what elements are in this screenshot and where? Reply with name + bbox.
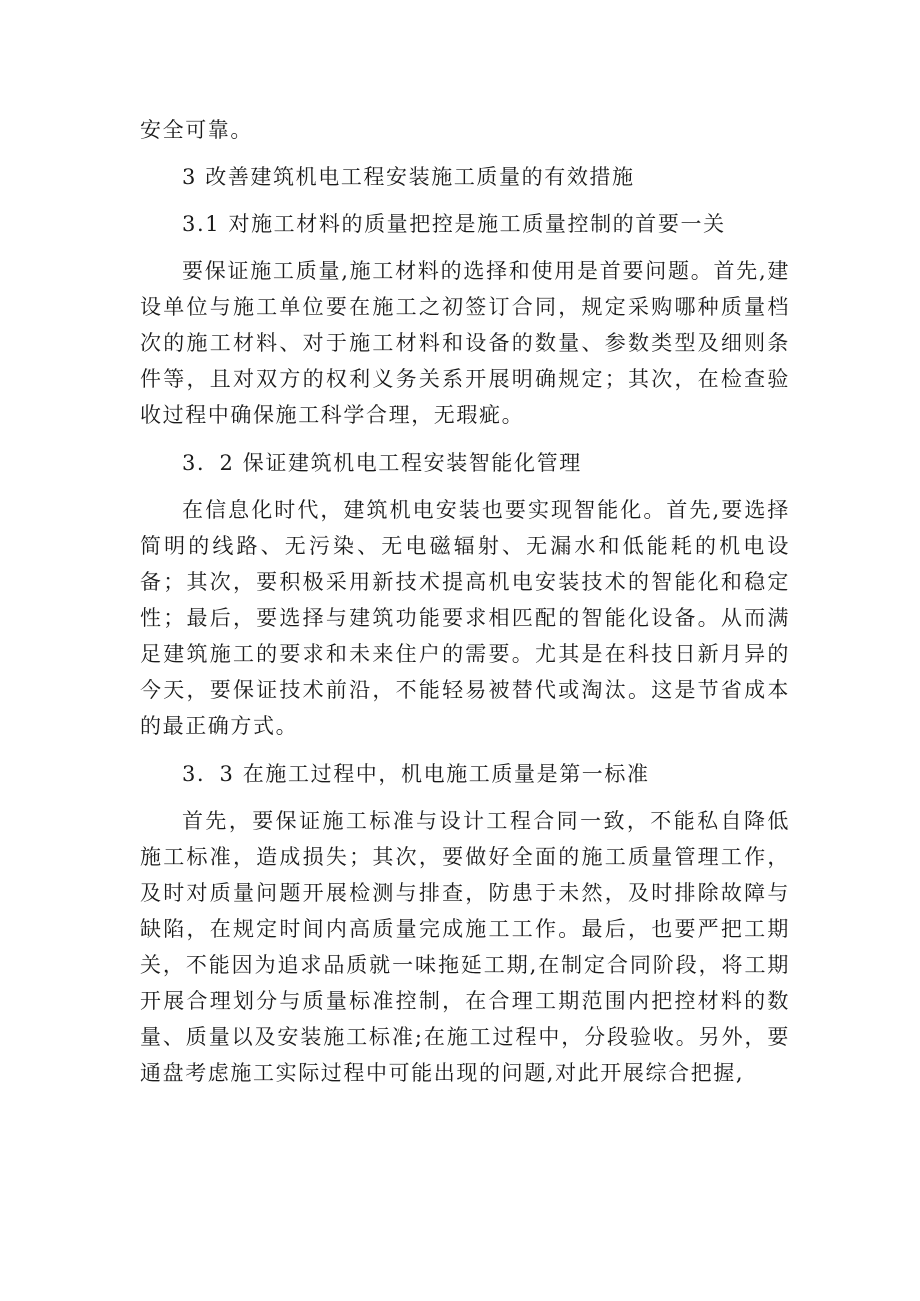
section-3-1-heading: 3.1 对施工材料的质量把控是施工质量控制的首要一关 (182, 212, 726, 236)
spacer (140, 195, 790, 206)
continuation-text: 安全可靠。 (140, 118, 253, 142)
section-3-2-body: 在信息化时代，建筑机电安装也要实现智能化。首先,要选择简明的线路、无污染、无电磁辐射、无漏水和低能耗的机电设备；其次，要积极采用新技术提高机电安装技术的智能化和稳定性；最后，要选择与建筑功能要求相匹配的智能化设备。从而满足建筑施工的要求和未来住户的需要。尤其是在科技日新月异的今天，要保证技术前沿，不能轻易被替代或淘汰。这是节省成本的最正确方式。 (140, 498, 790, 738)
section-3-3-body: 首先，要保证施工标准与设计工程合同一致，不能私自降低施工标准，造成损失；其次，要做好全面的施工质量管理工作，及时对质量问题开展检测与排查，防患于未然，及时排除故障与缺陷，在规定时间内高质量完成施工工作。最后，也要严把工期关，不能因为追求品质就一味拖延工期,在制定合同阶段，将工期开展合理划分与质量标准控制，在合理工期范围内把控材料的数量、质量以及安装施工标准;在施工过程中，分段验收。另外，要通盘考虑施工实际过程中可能出现的问题,对此开展综合把握, (140, 809, 790, 1085)
section-3-1-body: 要保证施工质量,施工材料的选择和使用是首要问题。首先,建设单位与施工单位要在施工之初签订合同，规定采购哪种质量档次的施工材料、对于施工材料和设备的数量、参数类型及细则条件等，且对双方的权利义务关系开展明确规定；其次，在检查验收过程中确保施工科学合理，无瑕疵。 (140, 259, 790, 427)
spacer (140, 481, 790, 492)
spacer (140, 744, 790, 756)
section-3-2-heading: 3．2 保证建筑机电工程安装智能化管理 (182, 451, 582, 475)
section-3-3-heading: 3．3 在施工过程中，机电施工质量是第一标准 (182, 762, 650, 786)
body-text (140, 112, 790, 1091)
spacer (140, 433, 790, 445)
spacer (140, 792, 790, 803)
spacer (140, 148, 790, 159)
section-3-heading: 3 改善建筑机电工程安装施工质量的有效措施 (182, 165, 635, 189)
spacer (140, 242, 790, 253)
